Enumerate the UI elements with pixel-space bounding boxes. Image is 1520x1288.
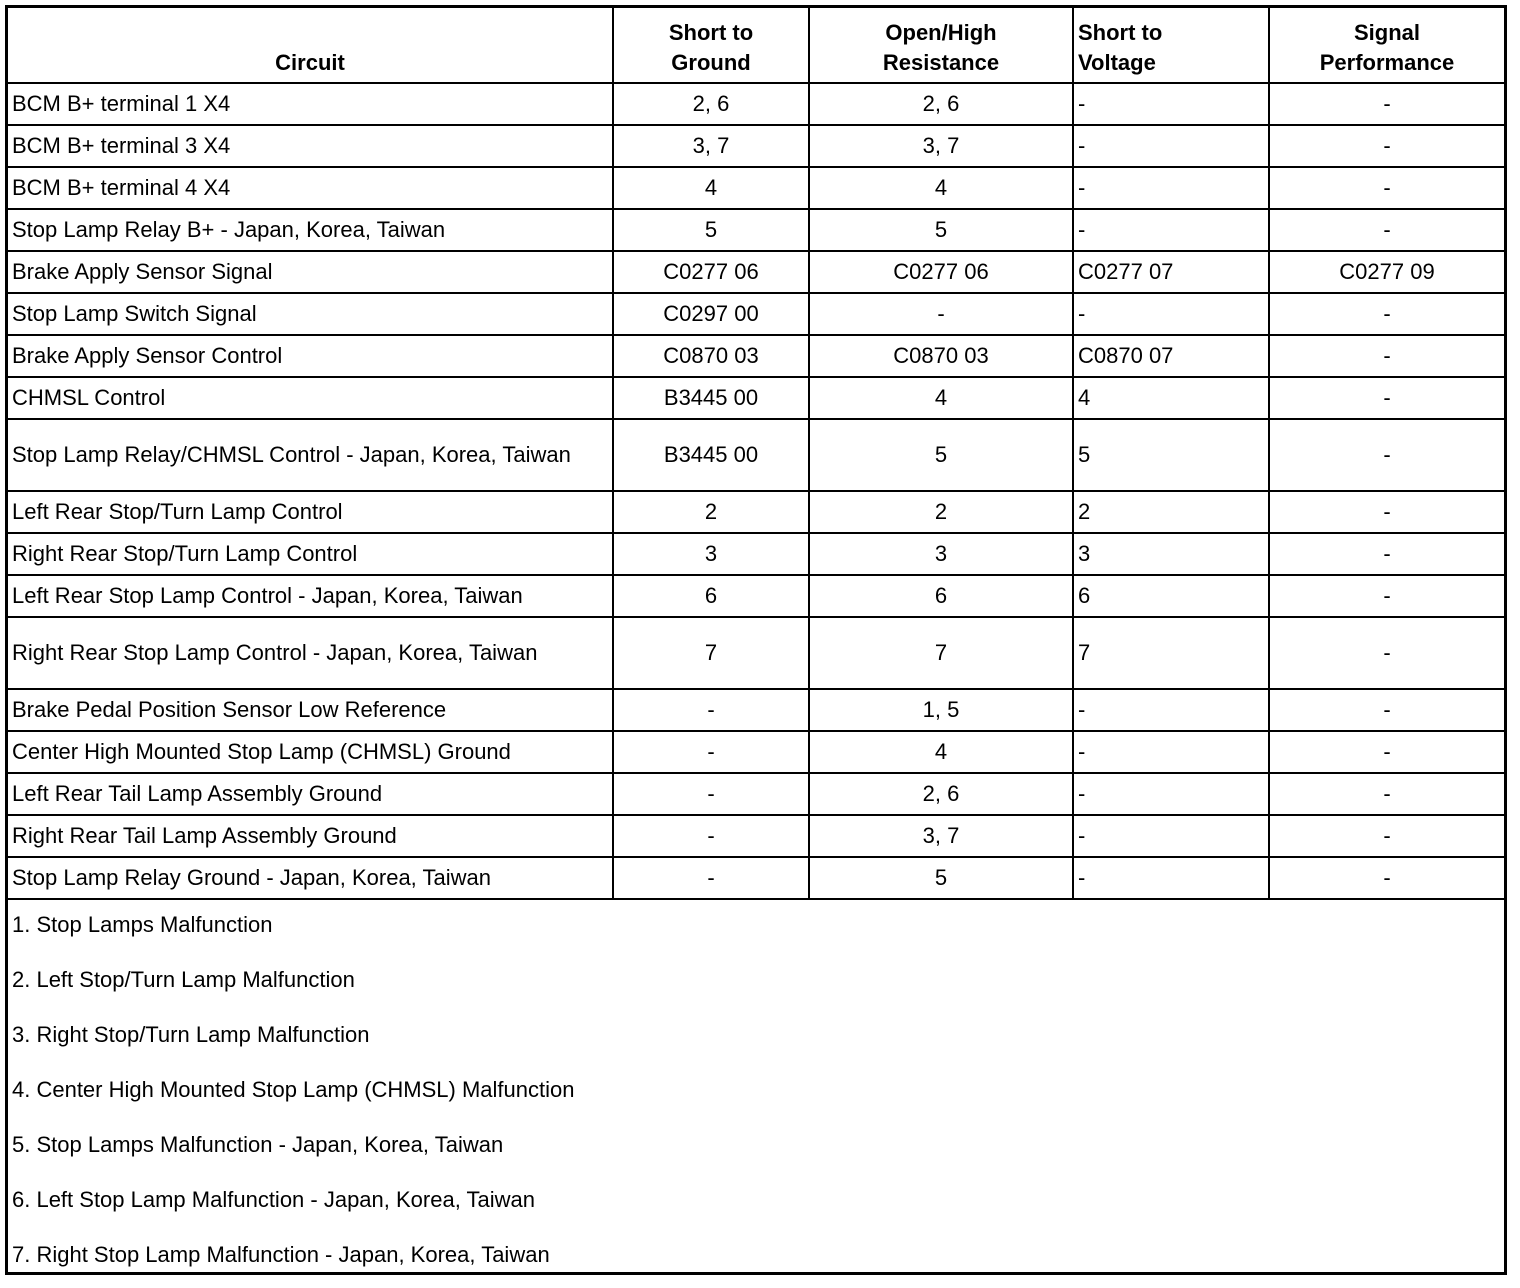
table-row — [8, 773, 1504, 815]
cell-short-to-voltage: - — [1073, 209, 1269, 251]
cell-circuit: Stop Lamp Relay Ground - Japan, Korea, Taiwan — [8, 857, 613, 899]
cell-short-to-ground: B3445 00 — [613, 419, 809, 491]
cell-circuit: Brake Apply Sensor Control — [8, 335, 613, 377]
table-row — [8, 857, 1504, 899]
table-row — [8, 533, 1504, 575]
table-row — [8, 689, 1504, 731]
cell-short-to-ground: - — [613, 731, 809, 773]
cell-short-to-ground: C0297 00 — [613, 293, 809, 335]
cell-open-high-resistance: 5 — [809, 209, 1073, 251]
cell-open-high-resistance: 2, 6 — [809, 773, 1073, 815]
cell-circuit: Left Rear Stop Lamp Control - Japan, Korea, Taiwan — [8, 575, 613, 617]
cell-short-to-ground: - — [613, 773, 809, 815]
cell-short-to-ground: - — [613, 689, 809, 731]
cell-circuit: Stop Lamp Switch Signal — [8, 293, 613, 335]
cell-short-to-voltage: - — [1073, 773, 1269, 815]
footnotes — [8, 903, 1504, 1288]
cell-open-high-resistance: C0277 06 — [809, 251, 1073, 293]
table-row — [8, 83, 1504, 125]
header-circuit: Circuit — [8, 8, 613, 83]
cell-signal-performance: - — [1269, 617, 1504, 689]
cell-short-to-voltage: - — [1073, 293, 1269, 335]
cell-short-to-voltage: 4 — [1073, 377, 1269, 419]
cell-open-high-resistance: 2, 6 — [809, 83, 1073, 125]
cell-signal-performance: C0277 09 — [1269, 251, 1504, 293]
cell-signal-performance: - — [1269, 167, 1504, 209]
footnote-item: 3. Right Stop/Turn Lamp Malfunction — [12, 1022, 370, 1047]
cell-circuit: BCM B+ terminal 4 X4 — [8, 167, 613, 209]
cell-open-high-resistance: 1, 5 — [809, 689, 1073, 731]
cell-signal-performance: - — [1269, 335, 1504, 377]
cell-short-to-voltage: 6 — [1073, 575, 1269, 617]
cell-signal-performance: - — [1269, 731, 1504, 773]
cell-short-to-voltage: - — [1073, 167, 1269, 209]
footnote-item: 1. Stop Lamps Malfunction — [12, 912, 273, 937]
cell-short-to-ground: C0277 06 — [613, 251, 809, 293]
cell-short-to-ground: C0870 03 — [613, 335, 809, 377]
cell-signal-performance: - — [1269, 533, 1504, 575]
cell-short-to-ground: 4 — [613, 167, 809, 209]
cell-circuit: Brake Apply Sensor Signal — [8, 251, 613, 293]
cell-open-high-resistance: 6 — [809, 575, 1073, 617]
cell-circuit: Right Rear Tail Lamp Assembly Ground — [8, 815, 613, 857]
cell-short-to-voltage: 2 — [1073, 491, 1269, 533]
footnote-item: 6. Left Stop Lamp Malfunction - Japan, Korea, Taiwan — [12, 1187, 536, 1212]
table-row — [8, 377, 1504, 419]
cell-short-to-voltage: - — [1073, 857, 1269, 899]
table-row — [8, 335, 1504, 377]
table-row — [8, 815, 1504, 857]
cell-short-to-ground: 5 — [613, 209, 809, 251]
table-row — [8, 575, 1504, 617]
table-row — [8, 419, 1504, 491]
cell-short-to-ground: - — [613, 815, 809, 857]
cell-signal-performance: - — [1269, 419, 1504, 491]
cell-open-high-resistance: 5 — [809, 857, 1073, 899]
cell-circuit: Stop Lamp Relay/CHMSL Control - Japan, Korea, Taiwan — [8, 419, 613, 491]
circuit-diagnostic-table — [8, 8, 1504, 900]
cell-short-to-voltage: - — [1073, 83, 1269, 125]
cell-short-to-ground: 3 — [613, 533, 809, 575]
cell-circuit: Right Rear Stop Lamp Control - Japan, Korea, Taiwan — [8, 617, 613, 689]
table-row — [8, 125, 1504, 167]
table-row — [8, 293, 1504, 335]
cell-circuit: Left Rear Stop/Turn Lamp Control — [8, 491, 613, 533]
cell-open-high-resistance: 3, 7 — [809, 125, 1073, 167]
cell-short-to-voltage: - — [1073, 125, 1269, 167]
footnote-item: 4. Center High Mounted Stop Lamp (CHMSL) Malfunction — [12, 1077, 575, 1102]
cell-signal-performance: - — [1269, 773, 1504, 815]
cell-open-high-resistance: - — [809, 293, 1073, 335]
cell-open-high-resistance: 4 — [809, 167, 1073, 209]
cell-circuit: Left Rear Tail Lamp Assembly Ground — [8, 773, 613, 815]
cell-short-to-voltage: 5 — [1073, 419, 1269, 491]
cell-short-to-voltage: - — [1073, 815, 1269, 857]
cell-short-to-voltage: - — [1073, 731, 1269, 773]
cell-short-to-voltage: C0870 07 — [1073, 335, 1269, 377]
cell-short-to-ground: B3445 00 — [613, 377, 809, 419]
cell-short-to-ground: - — [613, 857, 809, 899]
table-row — [8, 617, 1504, 689]
cell-signal-performance: - — [1269, 857, 1504, 899]
cell-signal-performance: - — [1269, 125, 1504, 167]
table-row — [8, 731, 1504, 773]
footnote-item: 5. Stop Lamps Malfunction - Japan, Korea, Taiwan — [12, 1132, 504, 1157]
header-row — [8, 8, 1504, 83]
table-row — [8, 251, 1504, 293]
cell-signal-performance: - — [1269, 83, 1504, 125]
cell-open-high-resistance: 3 — [809, 533, 1073, 575]
cell-signal-performance: - — [1269, 491, 1504, 533]
cell-circuit: CHMSL Control — [8, 377, 613, 419]
cell-open-high-resistance: C0870 03 — [809, 335, 1073, 377]
cell-short-to-voltage: 3 — [1073, 533, 1269, 575]
cell-short-to-voltage: C0277 07 — [1073, 251, 1269, 293]
header-signal-performance: Signal Performance — [1269, 8, 1504, 83]
cell-short-to-ground: 3, 7 — [613, 125, 809, 167]
cell-circuit: Stop Lamp Relay B+ - Japan, Korea, Taiwan — [8, 209, 613, 251]
header-short-to-ground: Short to Ground — [613, 8, 809, 83]
cell-circuit: Brake Pedal Position Sensor Low Reference — [8, 689, 613, 731]
table-row — [8, 209, 1504, 251]
cell-open-high-resistance: 3, 7 — [809, 815, 1073, 857]
cell-circuit: Center High Mounted Stop Lamp (CHMSL) Ground — [8, 731, 613, 773]
cell-circuit: BCM B+ terminal 3 X4 — [8, 125, 613, 167]
cell-short-to-ground: 2, 6 — [613, 83, 809, 125]
cell-open-high-resistance: 2 — [809, 491, 1073, 533]
header-open-high-resistance: Open/High Resistance — [809, 8, 1073, 83]
cell-short-to-ground: 6 — [613, 575, 809, 617]
table-row — [8, 491, 1504, 533]
cell-signal-performance: - — [1269, 377, 1504, 419]
cell-signal-performance: - — [1269, 293, 1504, 335]
cell-short-to-ground: 2 — [613, 491, 809, 533]
cell-short-to-voltage: - — [1073, 689, 1269, 731]
circuit-table-frame — [5, 5, 1507, 1275]
cell-open-high-resistance: 4 — [809, 377, 1073, 419]
cell-open-high-resistance: 4 — [809, 731, 1073, 773]
cell-signal-performance: - — [1269, 575, 1504, 617]
header-short-to-voltage: Short to Voltage — [1073, 8, 1269, 83]
cell-open-high-resistance: 7 — [809, 617, 1073, 689]
cell-short-to-ground: 7 — [613, 617, 809, 689]
cell-signal-performance: - — [1269, 689, 1504, 731]
footnote-item: 7. Right Stop Lamp Malfunction - Japan, Korea, Taiwan — [12, 1242, 550, 1267]
table-row — [8, 167, 1504, 209]
cell-signal-performance: - — [1269, 815, 1504, 857]
cell-circuit: BCM B+ terminal 1 X4 — [8, 83, 613, 125]
footnote-item: 2. Left Stop/Turn Lamp Malfunction — [12, 967, 355, 992]
cell-open-high-resistance: 5 — [809, 419, 1073, 491]
cell-circuit: Right Rear Stop/Turn Lamp Control — [8, 533, 613, 575]
cell-short-to-voltage: 7 — [1073, 617, 1269, 689]
cell-signal-performance: - — [1269, 209, 1504, 251]
